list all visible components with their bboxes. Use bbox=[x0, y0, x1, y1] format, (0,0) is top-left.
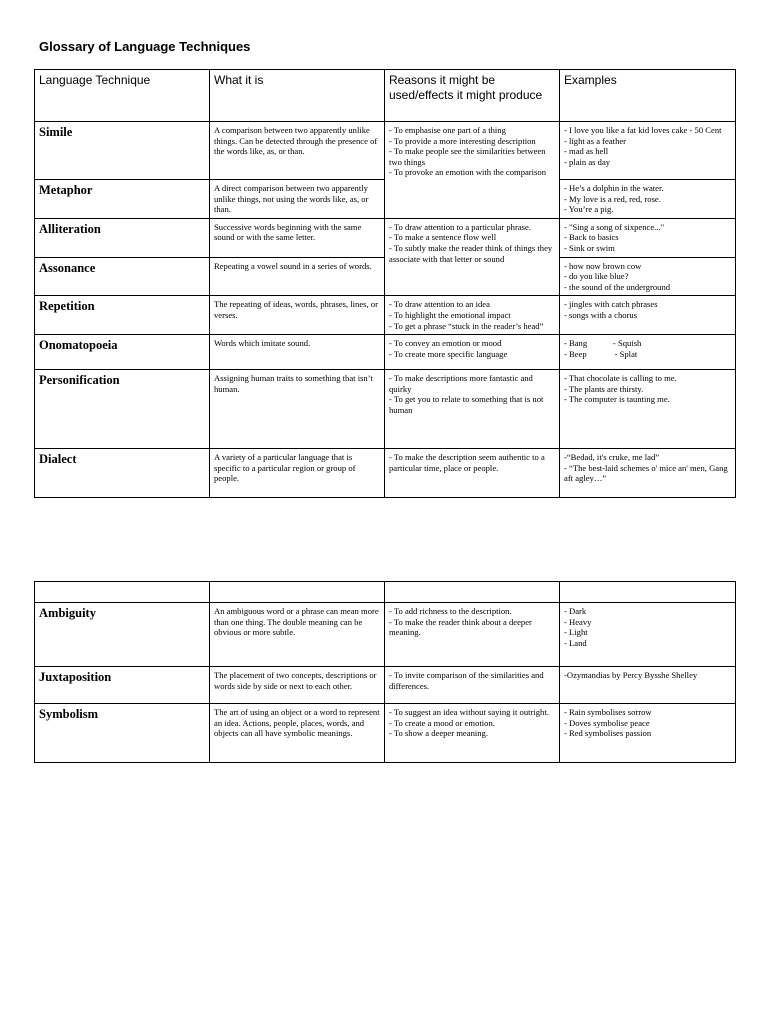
example-line: - The plants are thirsty. bbox=[564, 383, 644, 394]
term-cell: Ambiguity bbox=[35, 603, 210, 667]
reasons-cell bbox=[385, 370, 560, 449]
empty-cell bbox=[385, 582, 560, 603]
examples-cell bbox=[560, 335, 736, 370]
term-cell: Symbolism bbox=[35, 704, 210, 763]
term-cell: Assonance bbox=[35, 257, 210, 296]
example-line: - plain as day bbox=[564, 156, 611, 167]
example-line: - That chocolate is calling to me. bbox=[564, 373, 677, 384]
example-line: - light as a feather bbox=[564, 135, 627, 146]
empty-cell bbox=[35, 582, 210, 603]
example-line: -Ozymandias by Percy Bysshe Shelley bbox=[564, 670, 698, 680]
reason-line: - To make people see the similarities between two things bbox=[389, 146, 546, 167]
examples-cell bbox=[560, 370, 736, 449]
example-line: - Beep - Splat bbox=[564, 348, 638, 359]
example-line: - "Sing a song of sixpence..." bbox=[564, 221, 665, 232]
examples-cell bbox=[560, 122, 736, 180]
reason-line: - To get you to relate to something that is not human bbox=[389, 394, 544, 415]
example-line: - Light bbox=[564, 627, 588, 638]
example-line: -“Bedad, it's cruke, me lad” bbox=[564, 452, 660, 463]
table-row bbox=[35, 122, 736, 180]
example-line: - songs with a chorus bbox=[564, 309, 638, 320]
reasons-cell bbox=[385, 449, 560, 498]
header-examples: Examples bbox=[560, 70, 736, 122]
example-line: - how now brown cow bbox=[564, 260, 642, 271]
empty-cell bbox=[210, 582, 385, 603]
examples-cell bbox=[560, 218, 736, 257]
term-cell: Onomatopoeia bbox=[35, 335, 210, 370]
table-row bbox=[35, 667, 736, 704]
table-row bbox=[35, 218, 736, 257]
definition-cell: A comparison between two apparently unlike things. Can be detected through the presence of the words like, as, or than. bbox=[210, 122, 385, 180]
term-cell: Dialect bbox=[35, 449, 210, 498]
reason-line: - To provoke an emotion with the comparison bbox=[389, 167, 546, 178]
definition-cell: An ambiguous word or a phrase can mean more than one thing. The double meaning can be obvious or more subtle. bbox=[210, 603, 385, 667]
definition-cell: Successive words beginning with the same sound or with the same letter. bbox=[210, 218, 385, 257]
definition-cell: A direct comparison between two apparently unlike things, not using the words like, as, or than. bbox=[210, 180, 385, 219]
reason-line: - To provide a more interesting description bbox=[389, 135, 536, 146]
definition-cell: The placement of two concepts, descriptions or words side by side or next to each other. bbox=[210, 667, 385, 704]
example-line: - the sound of the underground bbox=[564, 281, 671, 292]
definition-cell: Assigning human traits to something that isn’t human. bbox=[210, 370, 385, 449]
header-technique: Language Technique bbox=[35, 70, 210, 122]
example-line: - Land bbox=[564, 637, 587, 648]
reason-line: - To draw attention to a particular phrase. bbox=[389, 221, 531, 232]
example-line: - You’re a pig. bbox=[564, 204, 614, 215]
reasons-cell bbox=[385, 122, 560, 219]
reasons-cell bbox=[385, 603, 560, 667]
table-row bbox=[35, 603, 736, 667]
reason-line: - To add richness to the description. bbox=[389, 606, 512, 616]
term-cell: Personification bbox=[35, 370, 210, 449]
term-cell: Alliteration bbox=[35, 218, 210, 257]
reasons-cell bbox=[385, 667, 560, 704]
reason-line: - To suggest an idea without saying it outright. bbox=[389, 707, 549, 717]
table-row bbox=[35, 296, 736, 335]
reason-line: - To draw attention to an idea bbox=[389, 299, 490, 310]
term-cell: Juxtaposition bbox=[35, 667, 210, 704]
reason-line: - To emphasise one part of a thing bbox=[389, 125, 506, 135]
examples-cell bbox=[560, 180, 736, 219]
reasons-cell bbox=[385, 704, 560, 763]
example-line: - My love is a red, red, rose. bbox=[564, 193, 661, 204]
glossary-table bbox=[34, 69, 736, 498]
table-row bbox=[35, 449, 736, 498]
table-row bbox=[35, 704, 736, 763]
reason-line: - To create a mood or emotion. bbox=[389, 717, 495, 728]
glossary-table-continued bbox=[34, 581, 736, 763]
examples-cell bbox=[560, 257, 736, 296]
term-cell: Metaphor bbox=[35, 180, 210, 219]
page-title: Glossary of Language Techniques bbox=[39, 39, 251, 54]
examples-cell bbox=[560, 667, 736, 704]
example-line: - Dark bbox=[564, 606, 587, 616]
table-row bbox=[35, 335, 736, 370]
empty-cell bbox=[560, 582, 736, 603]
header-what-it-is: What it is bbox=[210, 70, 385, 122]
example-line: - The computer is taunting me. bbox=[564, 394, 670, 405]
examples-cell bbox=[560, 704, 736, 763]
reason-line: - To get a phrase “stuck in the reader’s head” bbox=[389, 320, 544, 331]
header-reasons: Reasons it might be used/effects it might produce bbox=[385, 70, 560, 122]
example-line: - Red symbolises passion bbox=[564, 728, 652, 739]
reason-line: - To make the reader think about a deeper meaning. bbox=[389, 616, 532, 638]
reason-line: - To convey an emotion or mood bbox=[389, 338, 502, 349]
examples-cell bbox=[560, 296, 736, 335]
reason-line: - To invite comparison of the similarities and differences. bbox=[389, 670, 544, 691]
example-line: - Sink or swim bbox=[564, 242, 615, 253]
reason-line: - To create more specific language bbox=[389, 348, 508, 359]
definition-cell: Repeating a vowel sound in a series of words. bbox=[210, 257, 385, 296]
example-line: - do you like blue? bbox=[564, 271, 629, 282]
example-line: - jingles with catch phrases bbox=[564, 299, 658, 310]
empty-header-row bbox=[35, 582, 736, 603]
definition-cell: A variety of a particular language that is specific to a particular region or group of people. bbox=[210, 449, 385, 498]
reason-line: - To make a sentence flow well bbox=[389, 232, 497, 243]
reason-line: - To make descriptions more fantastic and quirky bbox=[389, 373, 533, 394]
definition-cell: The art of using an object or a word to represent an idea. Actions, people, places, words, and objects can all have symbolic meanings. bbox=[210, 704, 385, 763]
examples-cell bbox=[560, 449, 736, 498]
example-line: - I love you like a fat kid loves cake - 50 Cent bbox=[564, 125, 722, 135]
example-line: - Heavy bbox=[564, 616, 592, 627]
reason-line: - To subtly make the reader think of things they associate with that letter or sound bbox=[389, 242, 553, 264]
term-cell: Repetition bbox=[35, 296, 210, 335]
reasons-cell bbox=[385, 218, 560, 296]
example-line: - Back to basics bbox=[564, 232, 619, 243]
example-line: - “The best-laid schemes o' mice an' men, Gang aft agley…” bbox=[564, 462, 728, 484]
definition-cell: Words which imitate sound. bbox=[210, 335, 385, 370]
definition-cell: The repeating of ideas, words, phrases, lines, or verses. bbox=[210, 296, 385, 335]
table-header-row bbox=[35, 70, 736, 122]
term-cell: Simile bbox=[35, 122, 210, 180]
reason-line: - To highlight the emotional impact bbox=[389, 309, 511, 320]
reason-line: - To make the description seem authentic to a particular time, place or people. bbox=[389, 452, 545, 473]
example-line: - Rain symbolises sorrow bbox=[564, 707, 652, 717]
reason-line: - To show a deeper meaning. bbox=[389, 728, 488, 739]
reasons-cell bbox=[385, 335, 560, 370]
example-line: - mad as hell bbox=[564, 146, 609, 157]
examples-cell bbox=[560, 603, 736, 667]
example-line: - Bang - Squish bbox=[564, 338, 642, 349]
reasons-cell bbox=[385, 296, 560, 335]
example-line: - Doves symbolise peace bbox=[564, 717, 650, 728]
table-row bbox=[35, 370, 736, 449]
example-line: - He’s a dolphin in the water. bbox=[564, 183, 664, 193]
